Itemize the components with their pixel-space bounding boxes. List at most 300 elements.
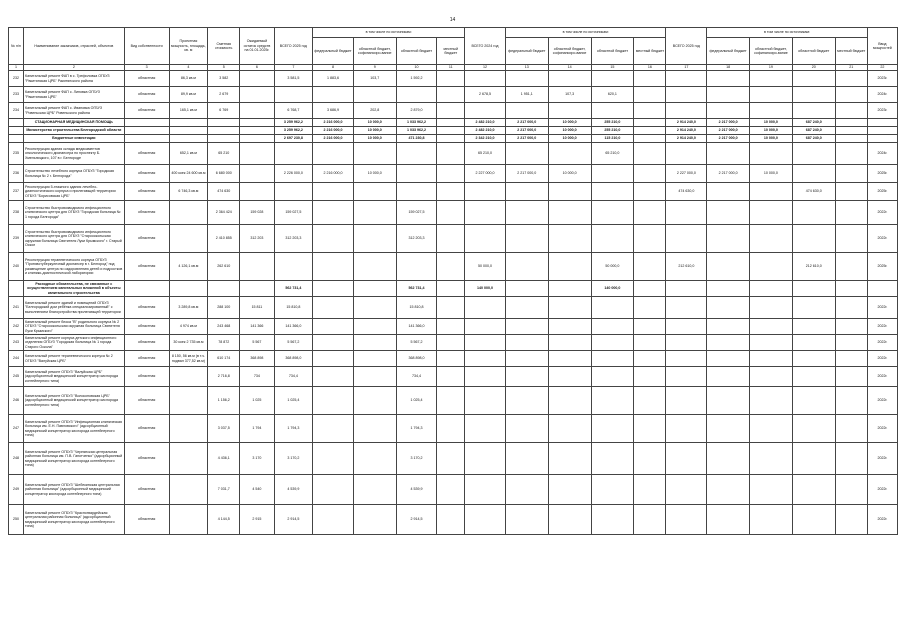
cell-rem: 5 567 [240, 335, 274, 351]
cell-f1 [313, 87, 354, 103]
cell-name: Расходные обязательства, не связанные с осуществлением капитальных вложений в объекты капитального строительства [23, 281, 124, 297]
section-row [9, 119, 898, 127]
cell-f1 [313, 297, 354, 319]
table-row [9, 87, 898, 103]
cell-rc1: 103,7 [353, 71, 396, 87]
cell-r1: 1 033 962,2 [396, 127, 437, 135]
table-row [9, 443, 898, 475]
col-capacity-header: Проектная мощность, площадь, кв. м [169, 28, 208, 65]
cell-r3 [792, 87, 835, 103]
cell-l3 [835, 415, 867, 443]
cell-r1 [396, 87, 437, 103]
cell-t1: 4 539,9 [274, 475, 313, 505]
cell-t3 [666, 475, 707, 505]
cell-f3 [707, 335, 750, 351]
cell-r3 [792, 367, 835, 387]
cell-name: Министерство строительства Белгородской области [23, 127, 124, 135]
cell-t2 [465, 367, 506, 387]
cell-f2 [505, 281, 548, 297]
col-total-2024-header: ВСЕГО 2024 год [465, 28, 506, 65]
cell-r3: 687 240,0 [792, 135, 835, 143]
cell-r2 [591, 225, 634, 253]
col-cost-header: Сметная стоимость [208, 28, 240, 65]
cell-name: Строительство быстровозводимого инфекционного клинического центра для ОГБУЗ "Старооскольская окружная больница Святителя Луки Крымского" г. Старый Оскол [23, 225, 124, 253]
cell-name: Капитальный ремонт ФАП с. Ивановка ОГБУЗ "Ровеньская ЦРБ" Ровеньского района [23, 103, 124, 119]
cell-f1: 2 216 000,0 [313, 165, 354, 183]
cell-r1: 2 914,5 [396, 505, 437, 535]
cell-r3 [792, 387, 835, 415]
cell-t2 [465, 351, 506, 367]
cell-f1: 2 216 000,0 [313, 127, 354, 135]
cell-rem: 1 025 [240, 387, 274, 415]
cell-r2: 255 210,0 [591, 127, 634, 135]
cell-f2 [505, 103, 548, 119]
cell-r1: 2 879,0 [396, 103, 437, 119]
cell-cost: 262 610 [208, 253, 240, 281]
cell-cost [208, 135, 240, 143]
cell-t1: 1 025,4 [274, 387, 313, 415]
cell-rc3 [750, 387, 793, 415]
cell-name: Капитальный ремонт зданий и помещений ОГБУЗ "Белгородский дом ребёнка специализированный" с выполнением благоустройства прилегающей территории [23, 297, 124, 319]
cell-rc1 [353, 443, 396, 475]
section-row [9, 127, 898, 135]
cell-l1 [437, 387, 465, 415]
cell-rc2 [548, 225, 591, 253]
cell-r1: 368 898,0 [396, 351, 437, 367]
cell-rc2 [548, 253, 591, 281]
cell-l1 [437, 505, 465, 535]
cell-l2 [634, 387, 666, 415]
cell-rc2 [548, 103, 591, 119]
cell-r2: 140 000,0 [591, 281, 634, 297]
cell-own: областная [124, 165, 169, 183]
cell-l3 [835, 387, 867, 415]
cell-cap: 6 746,3 кв.м [169, 183, 208, 201]
cell-t3: 2 227 000,0 [666, 165, 707, 183]
cell-cost: 1 156,2 [208, 387, 240, 415]
cell-l3 [835, 71, 867, 87]
table-row [9, 253, 898, 281]
table-row [9, 351, 898, 367]
cell-f1 [313, 443, 354, 475]
cell-f2 [505, 351, 548, 367]
cell-rem: 734 [240, 367, 274, 387]
cell-l2 [634, 143, 666, 165]
cell-cost: 243 468 [208, 319, 240, 335]
cell-l2 [634, 183, 666, 201]
col-federal-2: федеральный бюджет [505, 38, 548, 65]
cell-f1 [313, 415, 354, 443]
cell-t2: 2 482 210,0 [465, 127, 506, 135]
cell-rc3 [750, 351, 793, 367]
cell-f2: 2 217 000,0 [505, 165, 548, 183]
cell-own: областная [124, 71, 169, 87]
cell-name: Капитальный ремонт терапевтического корпуса № 2 ОГБУЗ "Валуйская ЦРБ" [23, 351, 124, 367]
col-num-header: № п/п [9, 28, 24, 65]
cell-cap: 3 289,8 кв.м [169, 297, 208, 319]
cell-l1 [437, 415, 465, 443]
cell-own: областная [124, 297, 169, 319]
table-row [9, 143, 898, 165]
table-row [9, 71, 898, 87]
cell-l2 [634, 71, 666, 87]
cell-l1 [437, 351, 465, 367]
cell-r3: 474 630,0 [792, 183, 835, 201]
cell-rc2 [548, 351, 591, 367]
cell-rc3: 10 000,0 [750, 119, 793, 127]
col-regional-1: областной бюджет [396, 38, 437, 65]
cell-cost: 2 716,8 [208, 367, 240, 387]
cell-r1: 1 033 962,2 [396, 119, 437, 127]
cell-rc1 [353, 183, 396, 201]
cell-t3 [666, 319, 707, 335]
table-row [9, 335, 898, 351]
cell-r1: 15 810,8 [396, 297, 437, 319]
cell-cap: 89,9 кв.м [169, 87, 208, 103]
col-name-header: Наименование заказчиков, отраслей, объектов [23, 28, 124, 65]
cell-rem: 141 366 [240, 319, 274, 335]
cell-n: 241 [9, 297, 24, 319]
cell-rc2: 10 000,0 [548, 127, 591, 135]
cell-l2 [634, 135, 666, 143]
cell-r1 [396, 143, 437, 165]
cell-l3 [835, 165, 867, 183]
cell-t3 [666, 143, 707, 165]
cell-l3 [835, 201, 867, 225]
cell-cap [169, 505, 208, 535]
cell-intro [867, 281, 897, 297]
cell-l3 [835, 319, 867, 335]
cell-cost: 65 210 [208, 143, 240, 165]
cell-intro: 2022г. [867, 335, 897, 351]
col-total-2025b-header: ВСЕГО 2025 год [666, 28, 707, 65]
cell-l1 [437, 281, 465, 297]
cell-l1 [437, 143, 465, 165]
cell-own [124, 119, 169, 127]
cell-t1: 2 226 000,0 [274, 165, 313, 183]
cell-f2 [505, 297, 548, 319]
index-cell: 17 [666, 65, 707, 71]
cell-r2 [591, 71, 634, 87]
cell-rc3 [750, 297, 793, 319]
cell-rc2 [548, 297, 591, 319]
cell-intro: 2022г. [867, 297, 897, 319]
cell-r2: 115 210,0 [591, 135, 634, 143]
cell-n: 237 [9, 183, 24, 201]
cell-f3 [707, 415, 750, 443]
cell-intro: 2025г. [867, 165, 897, 183]
cell-cap: 165,1 кв.м [169, 103, 208, 119]
cell-t2: 2 227 000,0 [465, 165, 506, 183]
cell-rc1: 10 000,0 [353, 135, 396, 143]
cell-r2 [591, 475, 634, 505]
cell-f1: 2 216 000,0 [313, 135, 354, 143]
cell-f1 [313, 183, 354, 201]
index-cell: 18 [707, 65, 750, 71]
index-cell: 2 [23, 65, 124, 71]
cell-rc1 [353, 367, 396, 387]
cell-cap [169, 135, 208, 143]
cell-r2 [591, 351, 634, 367]
cell-cap [169, 127, 208, 135]
cell-r1: 4 539,9 [396, 475, 437, 505]
header-row-1 [9, 28, 898, 38]
cell-f1 [313, 319, 354, 335]
cell-cap: 4 126,1 кв.м [169, 253, 208, 281]
cell-rc1 [353, 253, 396, 281]
cell-l2 [634, 119, 666, 127]
cell-l2 [634, 475, 666, 505]
cell-r3 [792, 505, 835, 535]
section-row [9, 281, 898, 297]
cell-own: областная [124, 443, 169, 475]
cell-n: 248 [9, 443, 24, 475]
cell-rc1 [353, 297, 396, 319]
index-cell: 20 [792, 65, 835, 71]
cell-rc1 [353, 319, 396, 335]
cell-l3 [835, 443, 867, 475]
cell-l2 [634, 201, 666, 225]
cell-n: 249 [9, 475, 24, 505]
cell-t1: 312 203,3 [274, 225, 313, 253]
cell-rc3: 10 000,0 [750, 135, 793, 143]
table-row [9, 225, 898, 253]
cell-intro: 2024г. [867, 87, 897, 103]
cell-r3: 212 610,0 [792, 253, 835, 281]
cell-intro: 2022г. [867, 415, 897, 443]
cell-t1: 141 366,0 [274, 319, 313, 335]
cell-t2 [465, 183, 506, 201]
table-row [9, 475, 898, 505]
cell-cost: 4 436,1 [208, 443, 240, 475]
cell-r3 [792, 335, 835, 351]
cell-rc3 [750, 415, 793, 443]
cell-rc3 [750, 281, 793, 297]
cell-r3 [792, 297, 835, 319]
cell-r3 [792, 351, 835, 367]
cell-f2 [505, 475, 548, 505]
cell-rem [240, 127, 274, 135]
cell-own: областная [124, 143, 169, 165]
cell-cap: 86,3 кв.м [169, 71, 208, 87]
cell-r1: 562 731,4 [396, 281, 437, 297]
cell-n: 243 [9, 335, 24, 351]
cell-r2 [591, 505, 634, 535]
cell-f2 [505, 443, 548, 475]
cell-name: Реконструкция терапевтического корпуса ОГБУЗ "Противотуберкулезный диспансер в г. Белгород" под размещение центра по оздоровлению детей и подростков и клинико-диагностической лаборатории [23, 253, 124, 281]
cell-f2 [505, 387, 548, 415]
cell-l3 [835, 335, 867, 351]
cell-n: 235 [9, 143, 24, 165]
cell-r1: 159 027,5 [396, 201, 437, 225]
cell-l2 [634, 319, 666, 335]
index-cell: 22 [867, 65, 897, 71]
cell-n: 242 [9, 319, 24, 335]
cell-f2 [505, 183, 548, 201]
cell-intro: 2022г. [867, 319, 897, 335]
cell-f2: 2 217 000,0 [505, 127, 548, 135]
cell-l2 [634, 253, 666, 281]
index-cell: 3 [124, 65, 169, 71]
cell-f3 [707, 225, 750, 253]
section-row [9, 135, 898, 143]
cell-t1: 562 731,4 [274, 281, 313, 297]
cell-rc2 [548, 319, 591, 335]
cell-t1: 5 567,2 [274, 335, 313, 351]
cell-cost [208, 119, 240, 127]
cell-f1 [313, 505, 354, 535]
cell-l1 [437, 367, 465, 387]
cell-l2 [634, 103, 666, 119]
cell-rc1 [353, 225, 396, 253]
budget-table [8, 27, 898, 535]
cell-t1: 3 170,2 [274, 443, 313, 475]
cell-name: Капитальный ремонт ОГБУЗ "Волоконовская ЦРБ" (адсорбционный медицинский концентратор кислорода контейнерного типа) [23, 387, 124, 415]
cell-rc1 [353, 281, 396, 297]
cell-r3 [792, 143, 835, 165]
cell-l3 [835, 119, 867, 127]
cell-f3 [707, 103, 750, 119]
cell-rc2: 10 000,0 [548, 165, 591, 183]
cell-t1: 368 898,0 [274, 351, 313, 367]
cell-l2 [634, 351, 666, 367]
cell-rem: 368 898 [240, 351, 274, 367]
cell-t3 [666, 103, 707, 119]
cell-t3 [666, 87, 707, 103]
cell-rem: 15 811 [240, 297, 274, 319]
cell-rc2 [548, 71, 591, 87]
cell-t1: 6 768,7 [274, 103, 313, 119]
col-regional-cofin-1: областной бюджет, софинансиро-вание [353, 38, 396, 65]
cell-rem [240, 135, 274, 143]
col-regional-3: областной бюджет [792, 38, 835, 65]
cell-t1 [274, 87, 313, 103]
cell-name: Капитальный ремонт ОГБУЗ "Шебекинская центральная районная больница" (адсорбционный медицинский концентратор кислорода контейнерного типа) [23, 475, 124, 505]
cell-intro [867, 135, 897, 143]
cell-cap [169, 387, 208, 415]
cell-t3: 2 914 240,0 [666, 135, 707, 143]
cell-cost: 3 037,5 [208, 415, 240, 443]
cell-name: Строительство лечебного корпуса ОГБУЗ "Городская больница № 2 г. Белгорода" [23, 165, 124, 183]
cell-l2 [634, 281, 666, 297]
cell-rc1 [353, 87, 396, 103]
cell-rc3 [750, 143, 793, 165]
cell-r2 [591, 387, 634, 415]
cell-own: областная [124, 475, 169, 505]
cell-own: областная [124, 103, 169, 119]
cell-t2: 50 000,0 [465, 253, 506, 281]
cell-t1: 3 581,5 [274, 71, 313, 87]
cell-f3 [707, 367, 750, 387]
cell-f2: 1 951,1 [505, 87, 548, 103]
cell-cap: 8 150, 56 кв.м (в т.ч. подвал 377,52 кв.м) [169, 351, 208, 367]
cell-rc2 [548, 367, 591, 387]
cell-f3 [707, 443, 750, 475]
cell-l2 [634, 335, 666, 351]
cell-rem: 159 028 [240, 201, 274, 225]
cell-r3 [792, 165, 835, 183]
cell-rem [240, 183, 274, 201]
cell-rc2: 10 000,0 [548, 119, 591, 127]
cell-own: областная [124, 335, 169, 351]
cell-r1: 5 567,2 [396, 335, 437, 351]
cell-t1: 3 259 962,2 [274, 119, 313, 127]
cell-l2 [634, 443, 666, 475]
table-row [9, 415, 898, 443]
cell-r2: 255 210,0 [591, 119, 634, 127]
cell-l3 [835, 87, 867, 103]
cell-l2 [634, 415, 666, 443]
cell-n: 234 [9, 103, 24, 119]
cell-l3 [835, 225, 867, 253]
cell-cost: 4 144,5 [208, 505, 240, 535]
cell-l1 [437, 201, 465, 225]
index-cell: 4 [169, 65, 208, 71]
cell-f1 [313, 253, 354, 281]
cell-t3 [666, 297, 707, 319]
cell-t2 [465, 225, 506, 253]
cell-rc1 [353, 387, 396, 415]
cell-cost: 78 872 [208, 335, 240, 351]
cell-t1: 2 914,5 [274, 505, 313, 535]
cell-l2 [634, 165, 666, 183]
cell-r3 [792, 415, 835, 443]
cell-r2: 50 000,0 [591, 253, 634, 281]
cell-rem [240, 119, 274, 127]
cell-l3 [835, 103, 867, 119]
cell-t2 [465, 201, 506, 225]
cell-rc2: 10 000,0 [548, 135, 591, 143]
cell-n: 232 [9, 71, 24, 87]
cell-t3 [666, 335, 707, 351]
cell-rc1 [353, 475, 396, 505]
cell-t1 [274, 183, 313, 201]
cell-rc2 [548, 475, 591, 505]
cell-cap [169, 475, 208, 505]
cell-f1: 2 216 000,0 [313, 119, 354, 127]
cell-rem: 312 203 [240, 225, 274, 253]
cell-r2: 620,1 [591, 87, 634, 103]
cell-t3: 2 914 240,0 [666, 119, 707, 127]
cell-cost: 2 364 424 [208, 201, 240, 225]
cell-rc1: 10 000,0 [353, 119, 396, 127]
cell-t3: 2 914 240,0 [666, 127, 707, 135]
col-remaining-header: Ожидаемый остаток средств на 01.01.2025г. [240, 28, 274, 65]
cell-f3: 2 217 000,0 [707, 127, 750, 135]
cell-n: 236 [9, 165, 24, 183]
cell-t3 [666, 281, 707, 297]
cell-rc3 [750, 367, 793, 387]
index-cell: 7 [274, 65, 313, 71]
cell-f1 [313, 201, 354, 225]
table-row [9, 103, 898, 119]
cell-t2: 65 210,0 [465, 143, 506, 165]
cell-cost: 2 679 [208, 87, 240, 103]
cell-name: Капитальный ремонт ОГБУЗ "Чернянская центральная районная больница им. П.В. Гапотченко" (адсорбционный медицинский концентратор кислорода контейнерного типа) [23, 443, 124, 475]
index-cell: 21 [835, 65, 867, 71]
cell-own [124, 135, 169, 143]
cell-t2 [465, 505, 506, 535]
table-row [9, 319, 898, 335]
cell-intro: 2025г. [867, 253, 897, 281]
cell-r3 [792, 225, 835, 253]
cell-r3 [792, 475, 835, 505]
cell-cost [208, 281, 240, 297]
index-cell: 5 [208, 65, 240, 71]
cell-r1 [396, 253, 437, 281]
cell-l1 [437, 87, 465, 103]
cell-t2 [465, 475, 506, 505]
